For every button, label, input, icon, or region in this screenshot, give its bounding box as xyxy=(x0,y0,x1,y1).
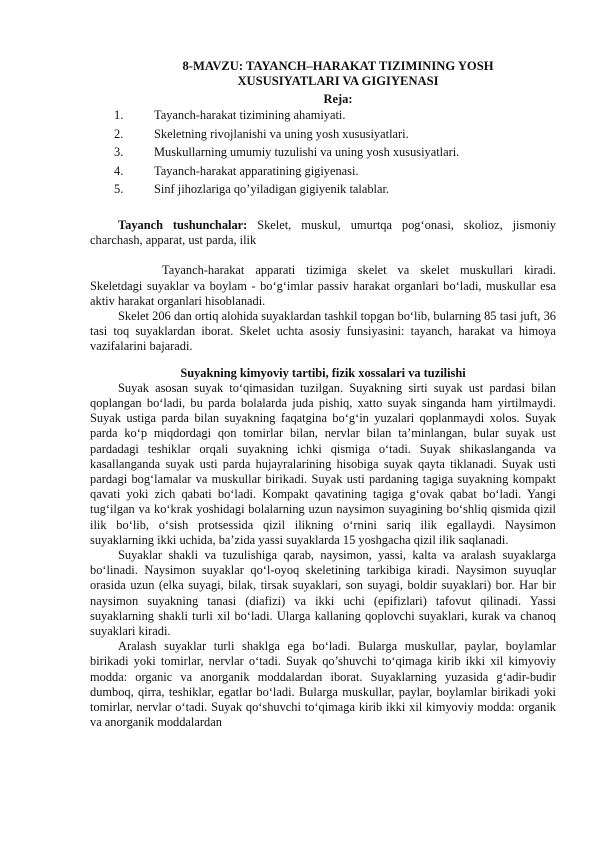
page-title xyxy=(120,59,556,89)
plan-list xyxy=(114,108,459,201)
plan-item xyxy=(114,127,459,146)
document-body xyxy=(90,218,556,731)
plan-item-text: Muskullarning umumiy tuzulishi va uning yosh xususiyatlari. xyxy=(154,145,460,160)
plan-item-text: Tayanch-harakat apparatining gigiyenasi. xyxy=(154,163,359,178)
paragraph-gap xyxy=(90,355,556,366)
plan-item-number: 1. xyxy=(114,108,124,122)
plan-item-number: 5. xyxy=(114,182,124,197)
plan-item-text: Tayanch-harakat tizimining ahamiyati. xyxy=(154,108,346,122)
plan-item xyxy=(114,145,459,164)
paragraph-5: Aralash suyaklar turli shaklga ega bo‘ladi. Bularga muskullar, paylar, boylamlar birikadi yoki tomirlar, nervlar o‘tadi. Suyak qo’shuvchi to‘qimaga kirib ikki xil kimyoviy modda: organic va anorganik moddalardan iborat. Suyaklarning yuzasida g‘adir-budir dumboq, qirra, teshiklar, egatlar bo‘ladi. Bularga muskullar, paylar, boylamlar birikadi yoki tomirlar, nervlar o‘tadi. Suyak qo‘shuvchi to‘qimaga kirib ikki xil kimyoviy modda: organik va anorganik moddalardan xyxy=(90,639,556,730)
keywords-paragraph xyxy=(90,218,556,248)
keywords-label: Tayanch tushunchalar: xyxy=(118,218,248,232)
plan-item-number: 3. xyxy=(114,145,124,160)
keywords-text: Skelet, muskul, umurtqa pog‘onasi, skolioz, jismoniy charchash, apparat, ust parda, ilik xyxy=(90,218,556,248)
plan-heading: Reja: xyxy=(323,92,353,106)
paragraph-3: Suyak asosan suyak to‘qimasidan tuzilgan. Suyakning sirti suyak ust pardasi bilan qoplangan bo‘ladi, bu parda bolalarda juda pishiq, xatto suyak singanda ham yirtilmaydi. Suyak ustiga parda bilan suyakning faqatgina bo‘g‘in yuzalari qoplanmaydi xolos. Suyak parda ko‘p miqdordagi qon tomirlar bilan, nervlar bilan ta’minlangan, bular suyak ust pardadagi teshiklar orqali suyakning ichki qismiga o‘tadi. Suyak shikaslanganda va kasallanganda suyak usti parda hujayralarining hisobiga suyak qayta tiklanadi. Suyak usti pardagi bog‘lamalar va muskullar birikadi. Suyak usti pardaning tagiga suyakning kompakt qavati yoki zich qabati bo‘ladi. Kompakt qavatining tagiga g‘ovak qabat bo‘ladi. Yangi tug‘ilgan va ko‘krak yoshidagi bolalarning uzun naysimon suyagining bo‘shliq qismida qizil ilik bo‘lib, o‘sish protsessida qizil ilikning o‘rnini sariq ilik egallaydi. Naysimon suyaklarning ikki uchida, ba’zida yassi suyaklarda 15 yoshgacha qizil ilik saqlanadi. xyxy=(90,380,556,547)
plan-item-text: Skeletning rivojlanishi va uning yosh xususiyatlari. xyxy=(154,126,409,141)
title-line-2: XUSUSIYATLARI VA GIGIYENASI xyxy=(237,74,439,88)
plan-item-number: 4. xyxy=(114,163,124,178)
paragraph-1: Tayanch-harakat apparati tizimiga skelet va skelet muskullari kiradi. Skeletdagi suyaklar va boylam - bo‘g‘imlar passiv harakat organlari bo‘ladi, muskullar esa aktiv harakat organlari hisoblanadi. xyxy=(90,263,556,308)
plan-item xyxy=(114,182,459,201)
plan-item-number: 2. xyxy=(114,126,124,141)
plan-item-text: Sinf jihozlariga qo’yiladigan gigiyenik talablar. xyxy=(154,182,390,197)
paragraph-4: Suyaklar shakli va tuzulishiga qarab, naysimon, yassi, kalta va aralash suyaklarga bo‘linadi. Naysimon suyaklar qo‘l-oyoq skeletining tarkibiga kiradi. Naysimon suyuqlar orasida uzun (elka suyagi, bilak, tirsak suyaklari, son suyagi, boldir suyaklari) bor. Har bir naysimon suyakning tanasi (diafizi) va ikki uchi (epifizlari) tafovut qilinadi. Yassi suyaklarning shakli turli xil bo‘ladi. Ularga kallaning qoplovchi suyaklari, kurak va chanoq suyaklari kiradi. xyxy=(90,548,556,639)
section-heading: Suyakning kimyoviy tartibi, fizik xossalari va tuzilishi xyxy=(180,365,466,380)
plan-item xyxy=(114,108,459,127)
title-line-1: 8-MAVZU: TAYANCH–HARAKAT TIZIMINING YOSH xyxy=(182,59,494,73)
paragraph-2: Skelet 206 dan ortiq alohida suyaklardan tashkil topgan bo‘lib, bularning 85 tasi juft, 36 tasi toq suyaklardan iborat. Skelet uchta asosiy funsiyasini: tayanch, harakat va himoya vazifalarini bajaradi. xyxy=(90,309,556,354)
plan-item xyxy=(114,164,459,183)
paragraph-gap xyxy=(90,248,556,263)
